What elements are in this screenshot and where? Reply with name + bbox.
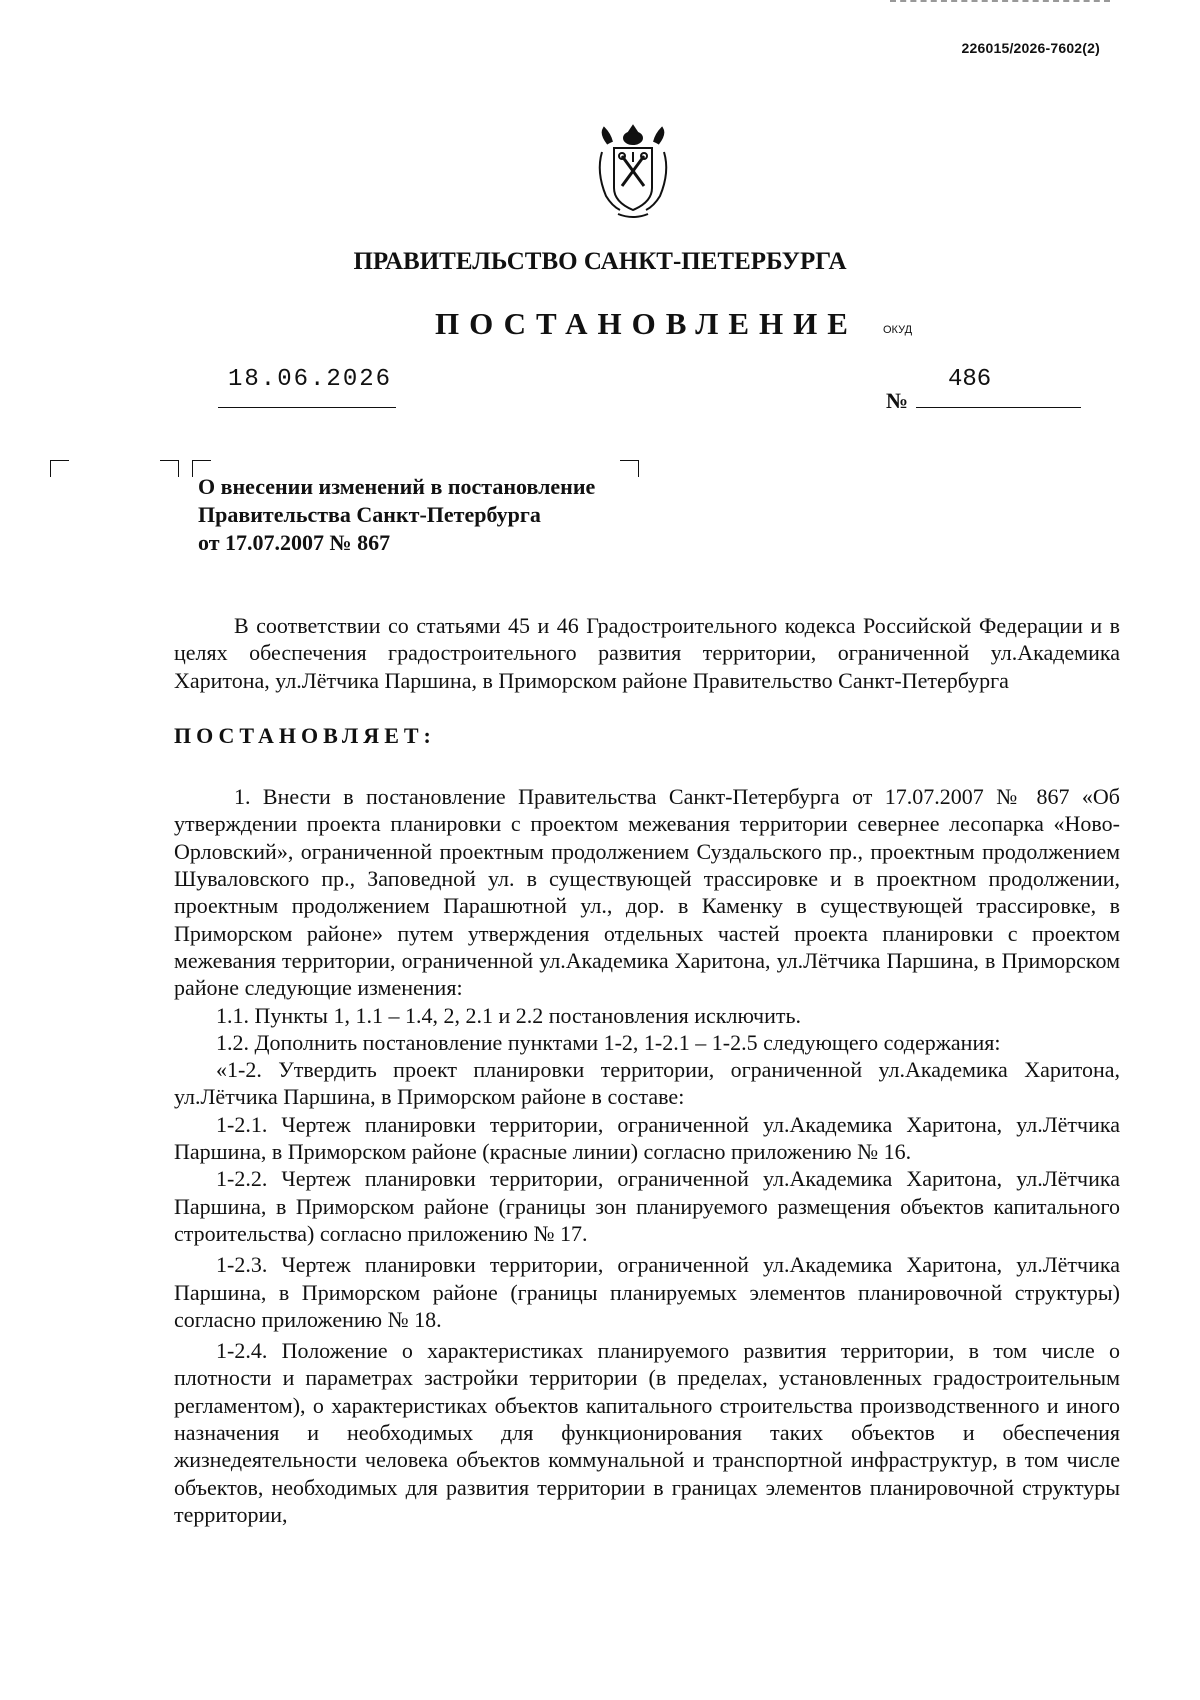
preamble-paragraph: В соответствии со статьями 45 и 46 Градостроительного кодекса Российской Федерации и в целях обеспечения градостроительного развития территории, ограниченной ул.Академика Харитона, ул.Лётчика Паршина, в Приморском районе Правительство Санкт-Петербурга — [174, 613, 1120, 693]
coat-of-arms-icon — [588, 122, 678, 222]
quoted-paragraph-1-2-1: 1-2.1. Чертеж планировки территории, ограниченной ул.Академика Харитона, ул.Лётчика Паршина, в Приморском районе (красные линии) согласно приложению № 16. — [174, 1111, 1120, 1165]
bracket-corner-tl — [50, 460, 69, 477]
bracket-corner-tr — [620, 460, 639, 477]
document-code: 226015/2026-7602(2) — [961, 40, 1100, 56]
quoted-paragraph-1-2: «1-2. Утвердить проект планировки территории, ограниченной ул.Академика Харитона, ул.Лётчика Паршина, в Приморском районе в составе: — [174, 1057, 1120, 1110]
subject-line: О внесении изменений в постановление — [198, 474, 596, 499]
document-body — [174, 612, 1120, 1528]
okud-label: ОКУД — [883, 324, 913, 336]
resolves-heading: ПОСТАНОВЛЯЕТ: — [174, 722, 436, 748]
subject-line: Правительства Санкт-Петербурга — [198, 502, 541, 527]
quoted-paragraph-1-2-4: 1-2.4. Положение о характеристиках планируемого развития территории, в том числе о плотности и параметрах застройки территории (в пределах, установленных градостроительным регламентом), о характеристиках объектов капитального строительства производственного и иного назначения и необходимых для функционирования таких объектов и обеспечения жизнедеятельности человека объектов коммунальной и транспортной инфраструктур, в том числе объектов, необходимых для развития территории в границах элементов планировочной структуры территории, — [174, 1338, 1120, 1527]
subject-line: от 17.07.2007 № 867 — [198, 530, 391, 555]
document-number: 486 — [916, 366, 1081, 408]
bracket-corner-tr — [160, 460, 179, 477]
paragraph-1-2: 1.2. Дополнить постановление пунктами 1-2, 1-2.1 – 1-2.5 следующего содержания: — [216, 1029, 1001, 1055]
organization-name: ПРАВИТЕЛЬСТВО САНКТ-ПЕТЕРБУРГА — [353, 248, 847, 275]
paragraph-1: 1. Внести в постановление Правительства Санкт-Петербурга от 17.07.2007 № 867 «Об утверждении проекта планировки с проектом межевания территории севернее лесопарка «Ново-Орловский», ограниченной проектным продолжением Суздальского пр., проектным продолжением Шуваловского пр., Заповедной ул. в существующей трассировке и в проектном продолжении, проектным продолжением Парашютной ул., дор. в Каменку в существующей трассировке, в Приморском районе» путем утверждения отдельных частей проекта планировки с проектом межевания территории, ограниченной ул.Академика Харитона, ул.Лётчика Паршина, в Приморском районе следующие изменения: — [174, 784, 1120, 1001]
paragraph-1-1: 1.1. Пункты 1, 1.1 – 1.4, 2, 2.1 и 2.2 постановления исключить. — [216, 1002, 802, 1028]
number-sign: № — [886, 388, 909, 413]
quoted-paragraph-1-2-2: 1-2.2. Чертеж планировки территории, ограниченной ул.Академика Харитона, ул.Лётчика Паршина, в Приморском районе (границы зон планируемого размещения объектов капитального строительства) согласно приложению № 17. — [174, 1166, 1120, 1246]
quoted-paragraph-1-2-3: 1-2.3. Чертеж планировки территории, ограниченной ул.Академика Харитона, ул.Лётчика Паршина, в Приморском районе (границы планируемых элементов планировочной структуры) согласно приложению № 18. — [174, 1252, 1120, 1332]
scan-top-marks — [890, 0, 1110, 6]
document-subject — [198, 473, 595, 557]
document-type: ПОСТАНОВЛЕНИЕ — [435, 306, 858, 341]
document-date: 18.06.2026 — [218, 366, 396, 408]
